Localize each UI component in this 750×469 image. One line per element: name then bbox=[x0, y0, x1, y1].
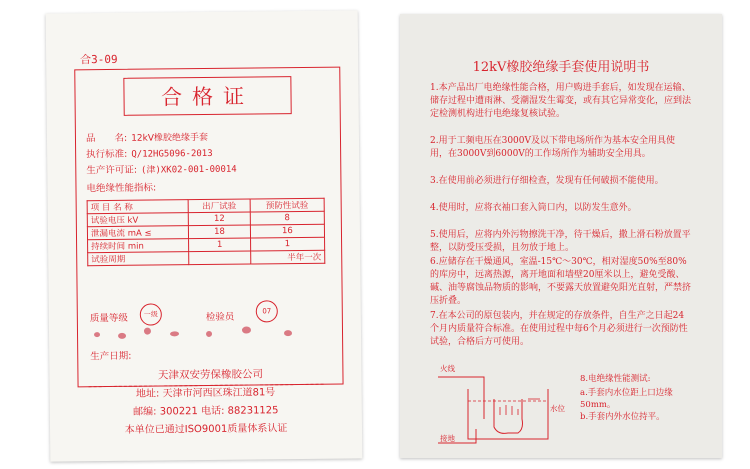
measure-b: b.手套内外水位持平。 bbox=[580, 412, 665, 422]
ink-blot bbox=[242, 327, 251, 334]
measure-title: 8.电绝缘性能测试: bbox=[580, 374, 651, 384]
company-name: 天津双安劳保橡胶公司 bbox=[157, 368, 264, 382]
certificate-card bbox=[46, 10, 363, 461]
manual-title: 12kV橡胶绝缘手套使用说明书 bbox=[472, 60, 650, 75]
license-row bbox=[86, 161, 237, 177]
header-cell: 项 目 名 称 bbox=[87, 200, 188, 214]
water-level-label: 水位 bbox=[550, 404, 565, 413]
manual-paragraph-4: 4.使用时，应将衣袖口套入筒口内，以防发生意外。 bbox=[430, 203, 637, 213]
table-cell: 8 bbox=[250, 211, 324, 225]
standard-label: 执行标准: bbox=[86, 148, 128, 161]
inspector-stamp: 07 bbox=[256, 300, 278, 322]
manual-paragraph-3: 3.在使用前必须进行仔细检查，发现有任何破损不能使用。 bbox=[430, 176, 664, 186]
postcode-phone: 邮编: 300221 电话: 88231125 bbox=[133, 405, 279, 418]
manual-card bbox=[400, 14, 722, 458]
date-label: 生产日期: bbox=[90, 350, 132, 363]
table-cell: 1 bbox=[250, 237, 324, 251]
license-value: (津)XK02-001-00014 bbox=[140, 164, 237, 176]
license-label: 生产许可证: bbox=[86, 164, 138, 177]
header-cell: 出厂试验 bbox=[188, 199, 250, 213]
quality-stamp: 一级 bbox=[140, 303, 162, 325]
product-row bbox=[86, 129, 208, 144]
header-cell: 预防性试验 bbox=[250, 198, 324, 212]
ink-blot bbox=[94, 332, 100, 337]
product-value: 12kV橡胶绝缘手套 bbox=[131, 132, 209, 144]
manual-paragraph-6: 6.应储存在干燥通风，室温-15℃～30℃，相对湿度50%至80%的库房中，远离热源，离开地面和墙壁20厘米以上，避免受酸、碱、油等腐蚀品物质的影响，不要露天放置避免阳光直射，严禁挤压折叠。 bbox=[430, 257, 692, 306]
table-cell: 试验电压 kV bbox=[87, 213, 188, 227]
product-label: 品 名: bbox=[85, 132, 128, 145]
ink-blot bbox=[206, 331, 212, 337]
quality-label: 质量等级 bbox=[89, 312, 128, 325]
table-cell: 持续时间 min bbox=[88, 239, 189, 253]
table-cell: 试验周期 bbox=[88, 252, 189, 266]
test-diagram bbox=[428, 364, 568, 451]
manual-paragraph-1: 1.本产品出厂电绝缘性能合格，用户购进手套后，如发现在运输、储存过程中遭雨淋、受潮湿发生霉变，或有其它异常变化，应到法定检测机构进行电绝缘复核试验。 bbox=[430, 83, 692, 119]
certificate-title: 合格证 bbox=[123, 76, 291, 116]
manual-paragraph-7: 7.在本公司的原包装内，并在规定的存放条件，自生产之日起24个月内质量符合标准。在使用过程中每6个月必须进行一次预防性试验，合格后方可使用。 bbox=[430, 311, 688, 347]
table-cell: 1 bbox=[189, 238, 251, 252]
table-cell: 半年一次 bbox=[250, 250, 324, 264]
inspector-label: 检验员 bbox=[205, 311, 235, 323]
table-cell bbox=[189, 251, 251, 265]
standard-value: Q/12HG5096-2013 bbox=[131, 148, 213, 160]
fire-wire-label: 火线 bbox=[440, 364, 455, 373]
table-row bbox=[88, 250, 325, 265]
address: 地址: 天津市河西区珠江道81号 bbox=[135, 387, 276, 400]
ink-blot bbox=[284, 330, 292, 336]
spec-table bbox=[87, 198, 326, 266]
measure-a: a.手套内水位距上口边缘50mm。 bbox=[580, 388, 673, 410]
certificate-frame bbox=[74, 67, 343, 388]
manual-paragraph-5: 5.使用后，应将内外污物擦洗干净，待干燥后，撒上滑石粉放置平整，以防受压受损，且勿放于地上。 bbox=[430, 230, 691, 253]
standard-row bbox=[86, 145, 213, 160]
form-number: 合3-09 bbox=[80, 52, 118, 67]
table-cell: 泄漏电流 mA ≤ bbox=[87, 226, 188, 240]
ink-blot bbox=[170, 331, 179, 336]
iso-certification: 本单位已通过ISO9001质量体系认证 bbox=[124, 423, 288, 436]
indicator-label: 电绝缘性能指标: bbox=[86, 182, 157, 195]
table-cell: 16 bbox=[250, 224, 324, 238]
ink-blot bbox=[118, 333, 126, 339]
manual-paragraph-2: 2.用于工频电压在3000V及以下带电场所作为基本安全用具使用，在3000V到6000V的工作场所作为辅助安全用具。 bbox=[430, 136, 675, 159]
table-cell: 12 bbox=[189, 212, 251, 226]
table-cell: 18 bbox=[189, 225, 251, 239]
ink-blot bbox=[144, 328, 151, 335]
ground-label: 接地 bbox=[440, 434, 455, 443]
